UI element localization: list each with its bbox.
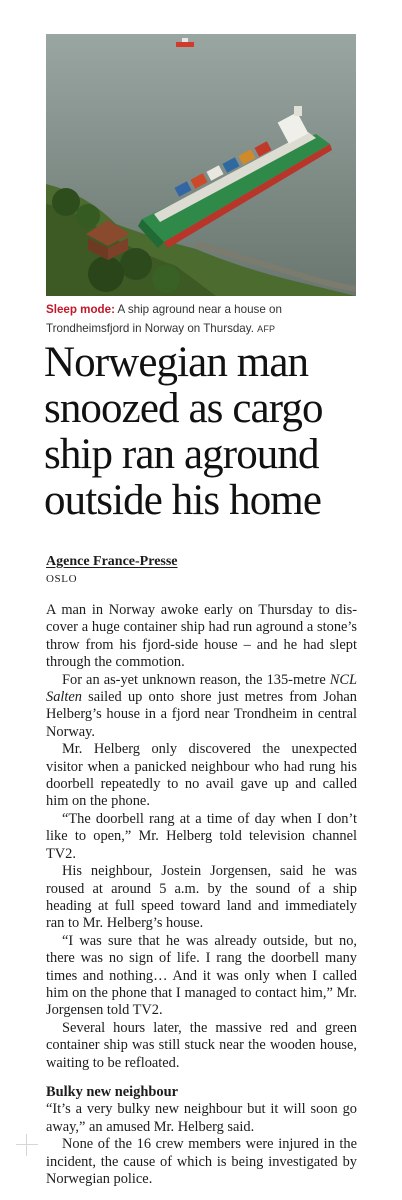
caption-lead: Sleep mode: [46, 303, 115, 316]
dateline: OSLO [46, 573, 78, 585]
photo-caption [46, 300, 366, 339]
byline[interactable]: Agence France-Presse [46, 554, 178, 569]
subheading: Bulky new neighbour [46, 1083, 178, 1100]
paragraph-2-end: sailed up onto shore just metres from Johan Helberg’s house in a fjord near Trondheim in central Norway. [46, 689, 357, 740]
paragraph-6: “I was sure that he was already outside, but no, there was no sign of life. I rang the doorbell many times and nothing… And it was only when I called him on the phone that I managed to contact him,” Mr. Jorgensen told TV2. [46, 932, 357, 1019]
caption-credit: AFP [257, 324, 276, 334]
crop-mark-icon [16, 1134, 38, 1156]
paragraph-2-start: For an as-yet unknown reason, the 135-metre [62, 671, 330, 688]
paragraph-8: “It’s a very bulky new neighbour but it will soon go away,” an amused Mr. Helberg said. [46, 1101, 357, 1135]
paragraph-1: A man in Norway awoke early on Thursday to discover a huge container ship had run aground a stone’s throw from his fjord-side house – and he had slept through the commotion. [46, 602, 357, 671]
paragraph-9: None of the 16 crew members were injured in the incident, the cause of which is being investigated by Norwegian police. [46, 1136, 357, 1187]
paragraph-5: His neighbour, Jostein Jorgensen, said he was roused at around 5 a.m. by the sound of a ship heading at full speed toward land and immediately ran to Mr. Helberg’s house. [46, 863, 357, 932]
paragraph-4: “The doorbell rang at a time of day when I don’t like to open,” Mr. Helberg told television channel TV2. [46, 810, 357, 862]
paragraph-7: Several hours later, the massive red and green container ship was still stuck near the wooden house, waiting to be refloated. [46, 1019, 357, 1071]
caption-text: A ship aground near a house on Trondheimsfjord in Norway on Thursday. [46, 303, 282, 335]
ship-name: NCL Salten [46, 671, 357, 706]
paragraph-2 [46, 672, 357, 742]
article-body [46, 602, 357, 1188]
headline: Norwegian man snoozed as cargo ship ran aground outside his home [44, 339, 323, 524]
paragraph-3: Mr. Helberg only discovered the unexpected visitor when a panicked neighbour who had rung his doorbell repeatedly to no avail gave up and called him on the phone. [46, 741, 357, 810]
ship-aground-photo [46, 34, 356, 296]
